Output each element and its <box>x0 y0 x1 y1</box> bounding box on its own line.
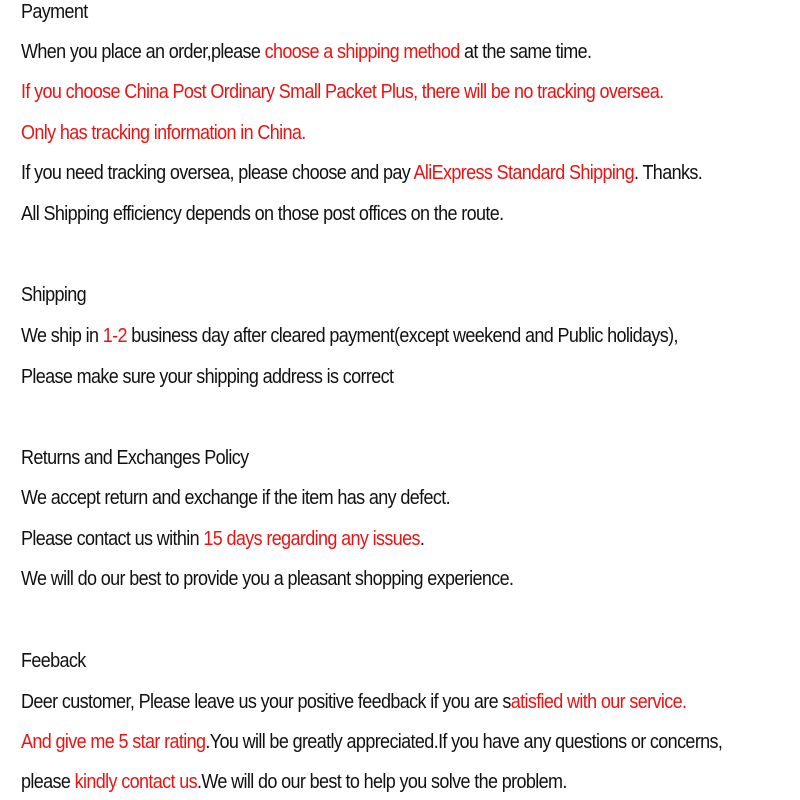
returns-line-defect: We accept return and exchange if the item has any defect. <box>21 487 451 509</box>
returns-line-experience: We will do our best to provide you a pleasant shopping experience. <box>21 568 514 590</box>
returns-line-2-before: Please contact us within <box>21 528 204 550</box>
payment-line-4-after: . Thanks. <box>634 162 703 184</box>
payment-line-4-highlight: AliExpress Standard Shipping <box>413 162 635 184</box>
payment-line-1-before: When you place an order,please <box>21 41 265 63</box>
shipping-line-1-after: business day after cleared payment(except weekend and Public holidays), <box>126 325 678 347</box>
payment-line-1-highlight: choose a shipping method <box>264 41 460 63</box>
feedback-heading: Feeback <box>21 650 86 672</box>
payment-line-efficiency: All Shipping efficiency depends on those post offices on the route. <box>21 203 504 225</box>
shipping-heading: Shipping <box>21 284 87 306</box>
feedback-line-3-highlight: kindly contact us <box>74 771 197 793</box>
feedback-line-contact <box>21 767 567 797</box>
feedback-line-2-after: .You will be greatly appreciated.If you have any questions or concerns, <box>205 731 723 753</box>
payment-line-4-before: If you need tracking oversea, please choose and pay <box>21 162 414 184</box>
returns-heading: Returns and Exchanges Policy <box>21 447 249 469</box>
returns-line-2-after: . <box>419 528 425 550</box>
shipping-line-ship-time <box>21 321 678 351</box>
payment-line-1-after: at the same time. <box>459 41 592 63</box>
feedback-line-1-highlight: atisfied with our service. <box>510 691 687 713</box>
feedback-line-3-after: .We will do our best to help you solve the problem. <box>196 771 567 793</box>
feedback-line-positive <box>21 687 686 717</box>
feedback-line-1-before: Deer customer, Please leave us your positive feedback if you are s <box>21 691 511 713</box>
payment-line-china-tracking: Only has tracking information in China. <box>21 122 306 144</box>
returns-line-contact <box>21 524 424 554</box>
returns-line-2-highlight: 15 days regarding any issues <box>203 528 420 550</box>
shipping-line-address: Please make sure your shipping address is correct <box>21 366 394 388</box>
payment-heading: Payment <box>21 1 88 23</box>
shipping-line-1-before: We ship in <box>21 325 103 347</box>
feedback-line-2-highlight: And give me 5 star rating <box>21 731 206 753</box>
payment-line-tracking-oversea <box>21 158 702 188</box>
shipping-line-1-highlight: 1-2 <box>102 325 127 347</box>
payment-line-no-tracking: If you choose China Post Ordinary Small Packet Plus, there will be no tracking oversea. <box>21 81 664 103</box>
payment-line-shipping-method <box>21 37 591 67</box>
feedback-line-rating <box>21 727 722 757</box>
feedback-line-3-before: please <box>21 771 75 793</box>
